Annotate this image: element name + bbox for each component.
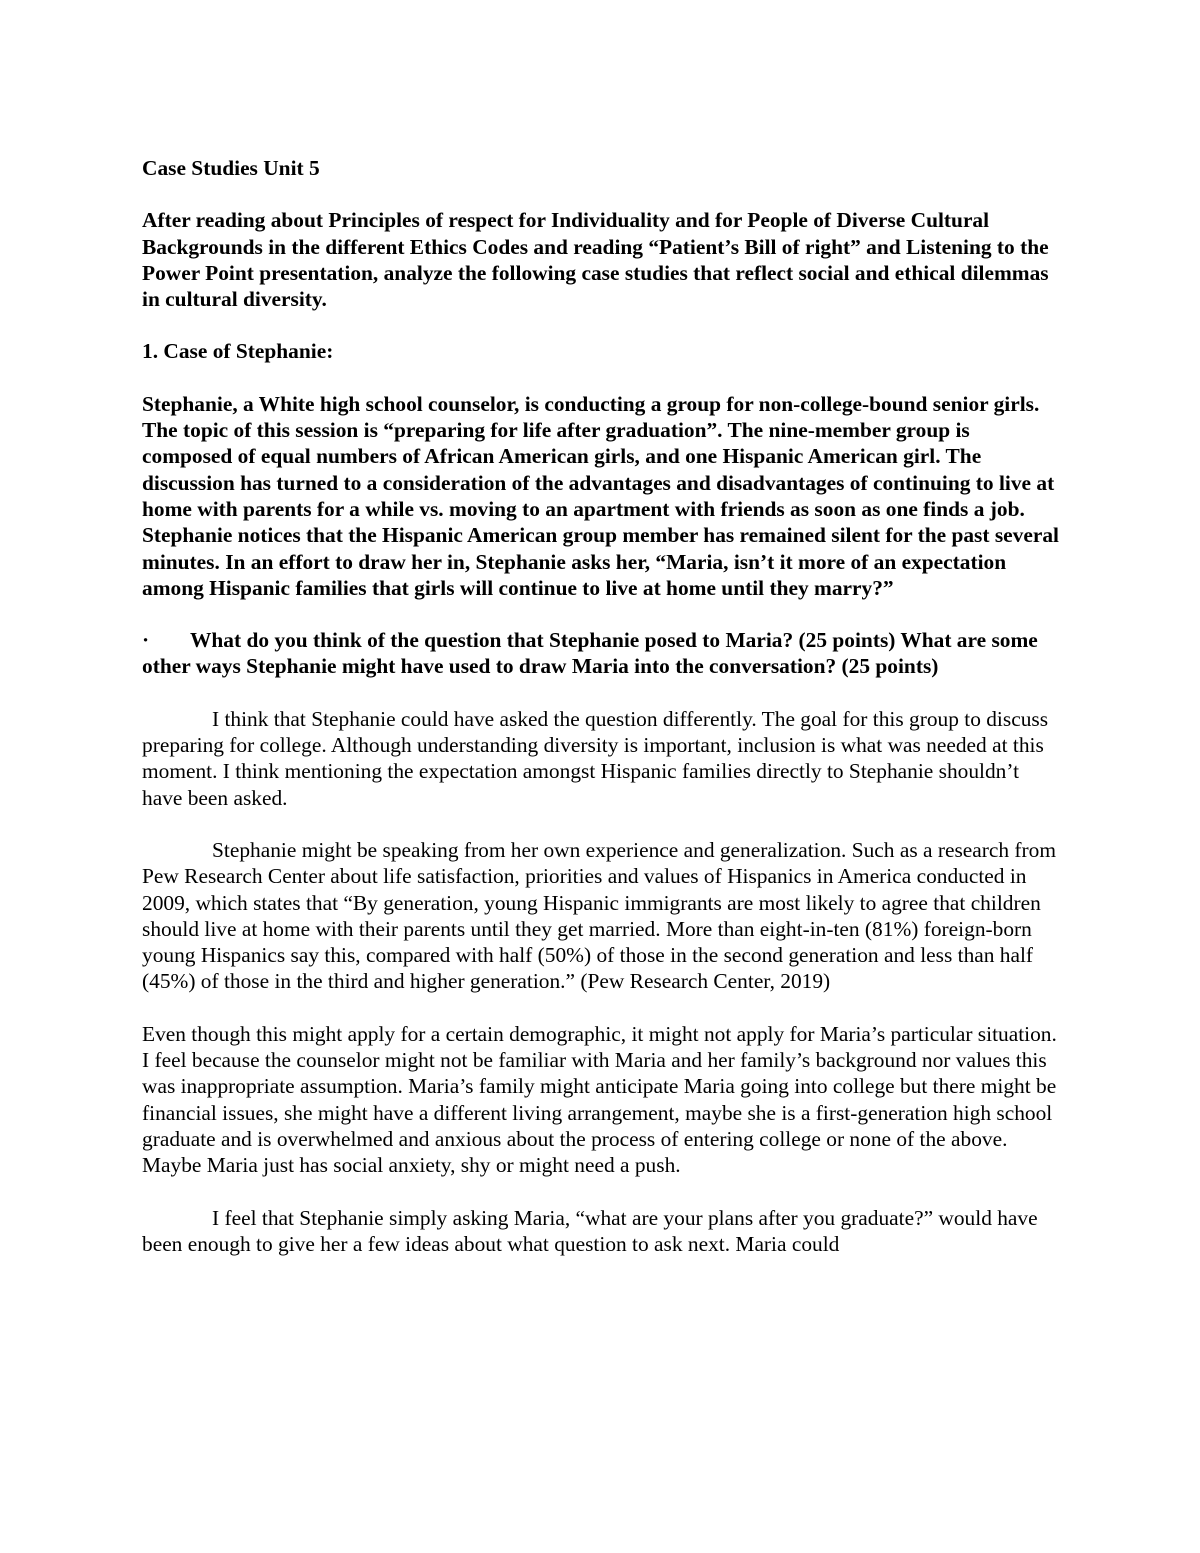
answer-paragraph-4: I feel that Stephanie simply asking Maria, “what are your plans after you graduate?” would have been enough to give her a few ideas about what question to ask next. Maria could bbox=[142, 1205, 1038, 1256]
answer-paragraph-1: I think that Stephanie could have asked the question differently. The goal for this group to discuss preparing for college. Although understanding diversity is important, inclusion is what was needed at this moment. I think mentioning the expectation amongst Hispanic families directly to Stephanie shouldn’t have been asked. bbox=[142, 706, 1049, 810]
answer-paragraph-3: Even though this might apply for a certain demographic, it might not apply for Maria’s particular situation. I feel because the counselor might not be familiar with Maria and her family’s background nor values this was inappropriate assumption. Maria’s family might anticipate Maria going into college but there might be financial issues, she might have a different living arrangement, maybe she is a first-generation high school graduate and is overwhelmed and anxious about the process of entering college or none of the above. Maybe Maria just has social anxiety, shy or might need a push. bbox=[142, 1021, 1057, 1178]
intro-paragraph: After reading about Principles of respect for Individuality and for People of Diverse Cultural Backgrounds in the different Ethics Codes and reading “Patient’s Bill of right” and Listening to the Power Point presentation, analyze the following case studies that reflect social and ethical dilemmas in cultural diversity. bbox=[142, 208, 1049, 312]
case-heading: 1. Case of Stephanie: bbox=[142, 339, 334, 364]
case-description: Stephanie, a White high school counselor, is conducting a group for non-college-bound senior girls. The topic of this session is “preparing for life after graduation”. The nine-member group is composed of equal numbers of African American girls, and one Hispanic American girl. The discussion has turned to a consideration of the advantages and disadvantages of continuing to live at home with parents for a while vs. moving to an apartment with friends as soon as one finds a job. Stephanie notices that the Hispanic American group member has remained silent for the past several minutes. In an effort to draw her in, Stephanie asks her, “Maria, isn’t it more of an expectation among Hispanic families that girls will continue to live at home until they marry?” bbox=[142, 391, 1059, 600]
answer-paragraph-2: Stephanie might be speaking from her own experience and generalization. Such as a research from Pew Research Center about life satisfaction, priorities and values of Hispanics in America conducted in 2009, which states that “By generation, young Hispanic immigrants are most likely to agree that children should live at home with their parents until they get married. More than eight-in-ten (81%) foreign-born young Hispanics say this, compared with half (50%) of those in the second generation and less than half (45%) of those in the third and higher generation.” (Pew Research Center, 2019) bbox=[142, 837, 1057, 994]
document-title: Case Studies Unit 5 bbox=[142, 156, 320, 180]
question-item bbox=[142, 627, 1062, 680]
document-content bbox=[142, 155, 1062, 1283]
question-text: What do you think of the question that Stephanie posed to Maria? (25 points) What are some other ways Stephanie might have used to draw Maria into the conversation? (25 points) bbox=[142, 628, 1038, 679]
bullet-icon: · bbox=[142, 628, 150, 653]
